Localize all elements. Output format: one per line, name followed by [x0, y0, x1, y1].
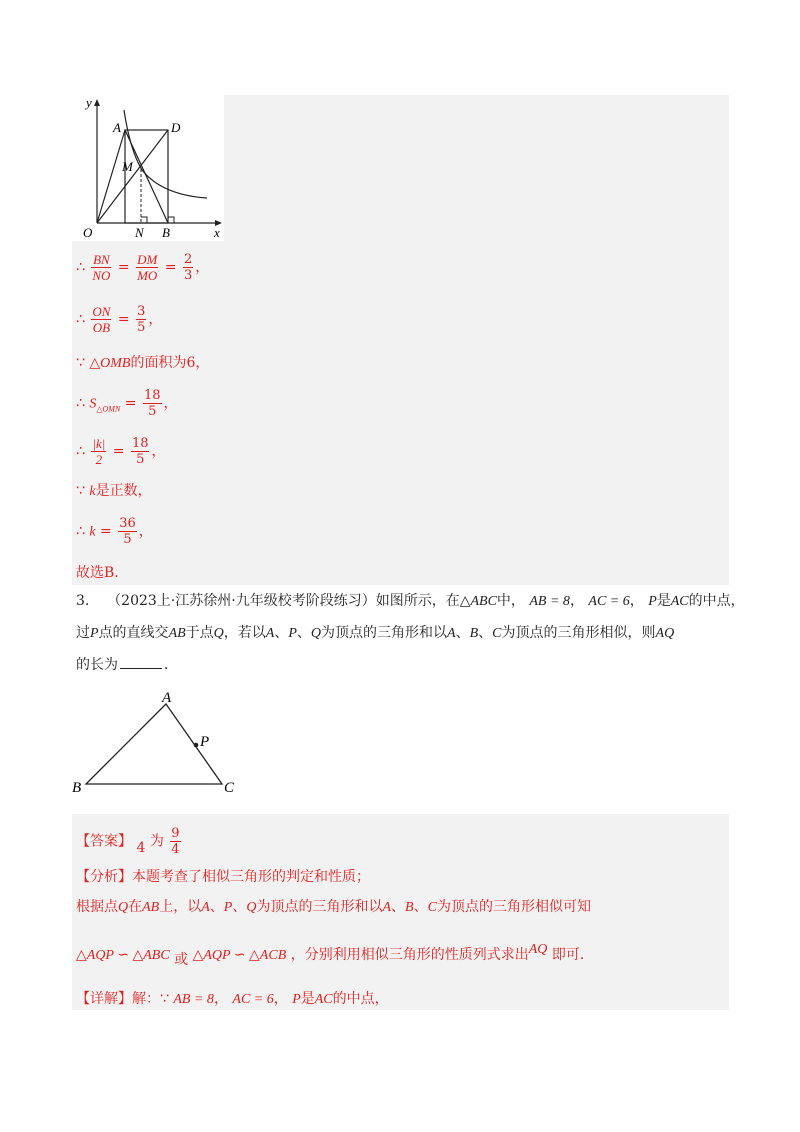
- solution-line-8: 故选B．: [76, 565, 129, 581]
- label-P: P: [200, 734, 210, 750]
- analysis-tag: 【分析】: [76, 869, 132, 885]
- problem-3-line-1: 3. （2023上·江苏徐州·九年级校考阶段练习）如图所示，在△ABC中， AB = 8， AC = 6， P是AC的中点，: [76, 593, 745, 609]
- label-O: O: [83, 225, 93, 240]
- problem-3-line-3: 的长为 ．: [76, 657, 178, 673]
- point-P: [194, 743, 199, 748]
- label-C: C: [224, 780, 235, 796]
- answer-line: 【答案】 4 为 $\frac{9}{4}$: [76, 826, 180, 857]
- solution-line-2: ∴ $\frac{ON}{OB}$ = $\frac{3}{5}$ ，: [76, 304, 163, 335]
- solution-line-1: ∴ $\frac{BN}{NO}$ = $\frac{DM}{MO}$ = $\frac{2}{3}$ ，: [76, 252, 210, 283]
- analysis-line-1: 【分析】本题考查了相似三角形的判定和性质；: [76, 869, 370, 885]
- solution-line-3: ∵ △OMB的面积为6，: [76, 355, 210, 371]
- solution-line-4: ∴ $S_{\triangle OMN}$ = $\frac{18}{5}$ ，: [76, 388, 178, 419]
- label-D: D: [171, 120, 181, 135]
- label-N: N: [135, 225, 144, 240]
- detail-tag: 【详解】: [76, 991, 132, 1007]
- detail-line: 【详解】解：∵ AB = 8， AC = 6， P是AC的中点，: [76, 991, 389, 1007]
- problem-3-line-2: 过P点的直线交AB于点Q，若以A、P、Q为顶点的三角形和以A、B、C为顶点的三角形相似，则AQ: [76, 625, 675, 641]
- label-A: A: [162, 690, 172, 706]
- analysis-line-3: △AQP ∽ △ABC 或 △AQP ∽ △ACB ，分别利用相似三角形的性质列式求出AQ 即可．: [76, 942, 594, 968]
- label-A: A: [113, 120, 121, 135]
- solution-line-6: ∵ k是正数，: [76, 483, 152, 499]
- answer-tag: 【答案】: [76, 833, 132, 850]
- label-B: B: [72, 780, 82, 796]
- label-M: M: [122, 159, 133, 174]
- label-x: x: [214, 225, 220, 240]
- answer-blank: [120, 668, 162, 669]
- label-B: B: [162, 225, 170, 240]
- label-y: y: [86, 95, 92, 110]
- figure-triangle-ABC: [66, 690, 246, 800]
- solution-line-7: ∴ k = $\frac{36}{5}$ ，: [76, 516, 153, 547]
- analysis-line-2: 根据点Q在AB上，以A、P、Q为顶点的三角形和以A、B、C为顶点的三角形相似可知: [76, 899, 591, 915]
- solution-line-5: ∴ $\frac{|k|}{2}$ = $\frac{18}{5}$ ，: [76, 436, 166, 467]
- figure-hyperbola-rectangle: [72, 95, 232, 245]
